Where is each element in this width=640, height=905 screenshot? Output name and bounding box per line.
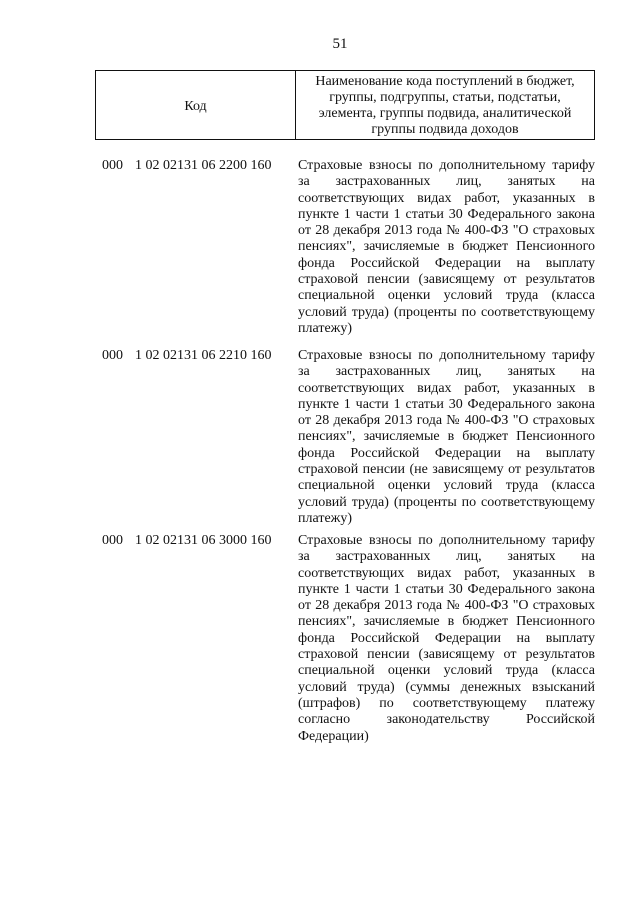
- row-admin-code: 000: [102, 348, 123, 363]
- page-number: 51: [332, 36, 348, 52]
- table-header: [95, 70, 595, 140]
- row-admin-code: 000: [102, 533, 123, 548]
- header-code-label: Код: [96, 71, 296, 139]
- row-admin-code: 000: [102, 158, 123, 173]
- header-name-label: Наименование кода поступлений в бюджет, группы, подгруппы, статьи, подстатьи, элемента, группы подвида, аналитической группы подвида доходов: [315, 74, 575, 137]
- row-budget-code: 1 02 02131 06 3000 160: [135, 533, 272, 548]
- row-description: Страховые взносы по дополнительному тарифу за застрахованных лиц, занятых на соответствующих видах работ, указанных в пункте 1 части 1 статьи 30 Федерального закона от 28 декабря 2013 года № 400-ФЗ "О страховых пенсиях", зачисляемые в бюджет Пенсионного фонда Российской Федерации на выплату страховой пенсии (зависящему от результатов специальной оценки условий труда (класса условий труда) (суммы денежных взысканий (штрафов) по соответствующему платежу согласно законодательству Российской Федерации): [298, 533, 595, 744]
- table-body: [95, 158, 595, 745]
- row-description: Страховые взносы по дополнительному тарифу за застрахованных лиц, занятых на соответствующих видах работ, указанных в пункте 1 части 1 статьи 30 Федерального закона от 28 декабря 2013 года № 400-ФЗ "О страховых пенсиях", зачисляемые в бюджет Пенсионного фонда Российской Федерации на выплату страховой пенсии (зависящему от результатов специальной оценки условий труда (класса условий труда) (проценты по соответствующему платежу): [298, 158, 595, 336]
- row-budget-code: 1 02 02131 06 2200 160: [135, 158, 272, 173]
- table-row: [95, 348, 595, 533]
- row-budget-code: 1 02 02131 06 2210 160: [135, 348, 272, 363]
- table-row: [95, 158, 595, 348]
- table-row: [95, 533, 595, 745]
- row-description: Страховые взносы по дополнительному тарифу за застрахованных лиц, занятых на соответствующих видах работ, указанных в пункте 1 части 1 статьи 30 Федерального закона от 28 декабря 2013 года № 400-ФЗ "О страховых пенсиях", зачисляемые в бюджет Пенсионного фонда Российской Федерации на выплату страховой пенсии (не зависящему от результатов специальной оценки условий труда (класса условий труда) (проценты по соответствующему платежу): [298, 348, 595, 526]
